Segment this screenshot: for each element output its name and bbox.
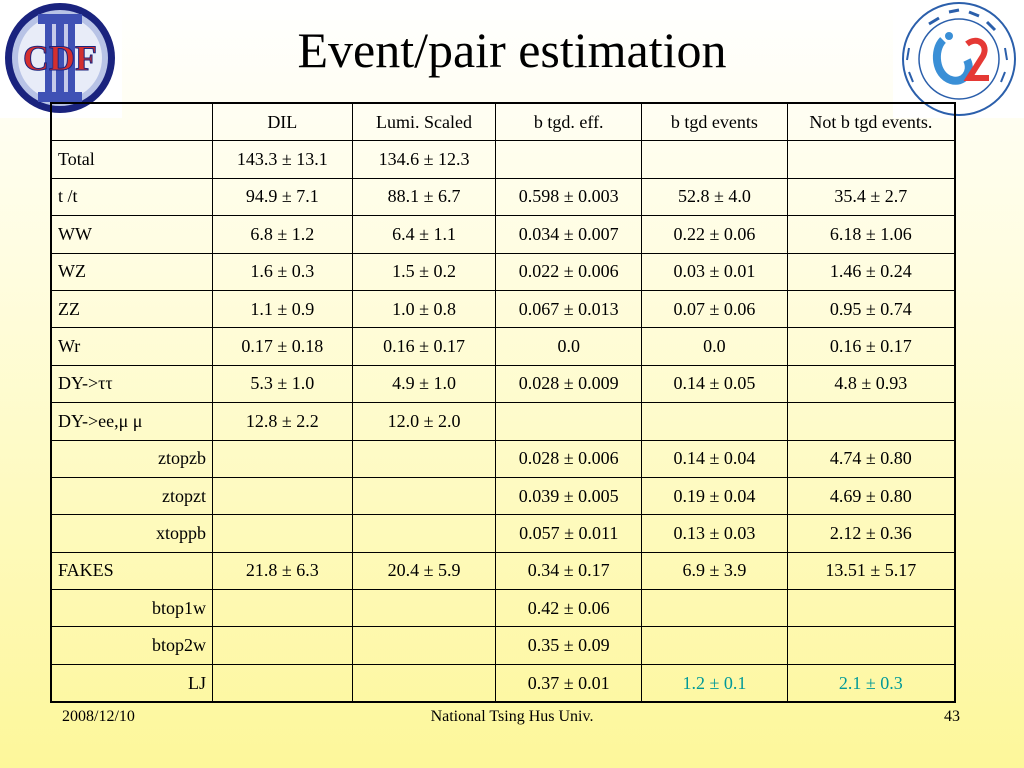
table-cell: 0.14 ± 0.04 <box>642 440 788 477</box>
table-cell <box>352 590 496 627</box>
table-cell: 0.37 ± 0.01 <box>496 664 642 702</box>
row-label: Total <box>51 141 212 178</box>
table-cell: 0.34 ± 0.17 <box>496 552 642 589</box>
event-estimation-table <box>50 102 956 703</box>
table-cell: 0.42 ± 0.06 <box>496 590 642 627</box>
table-row <box>51 590 955 627</box>
row-label: ztopzt <box>51 477 212 514</box>
table-cell <box>642 590 788 627</box>
table-row <box>51 552 955 589</box>
table-cell <box>496 403 642 440</box>
table-cell: 4.9 ± 1.0 <box>352 365 496 402</box>
table-cell <box>352 627 496 664</box>
column-header: b tgd. eff. <box>496 103 642 141</box>
table-cell <box>642 627 788 664</box>
table-cell: 143.3 ± 13.1 <box>212 141 352 178</box>
row-label: xtoppb <box>51 515 212 552</box>
table-cell <box>212 477 352 514</box>
table-cell: 13.51 ± 5.17 <box>787 552 955 589</box>
table-cell: 1.1 ± 0.9 <box>212 290 352 327</box>
table-cell <box>787 627 955 664</box>
table-cell: 6.8 ± 1.2 <box>212 216 352 253</box>
table-cell: 0.35 ± 0.09 <box>496 627 642 664</box>
row-label: DY->ee,μ μ <box>51 403 212 440</box>
table-cell <box>642 141 788 178</box>
table-cell: 35.4 ± 2.7 <box>787 178 955 215</box>
page-number: 43 <box>944 708 960 725</box>
table-cell <box>212 627 352 664</box>
column-header: b tgd events <box>642 103 788 141</box>
table-cell: 0.022 ± 0.006 <box>496 253 642 290</box>
table-cell: 4.74 ± 0.80 <box>787 440 955 477</box>
table-row <box>51 141 955 178</box>
table-row <box>51 403 955 440</box>
table-cell: 88.1 ± 6.7 <box>352 178 496 215</box>
table-cell: 2.12 ± 0.36 <box>787 515 955 552</box>
table-header-row <box>51 103 955 141</box>
table-cell: 134.6 ± 12.3 <box>352 141 496 178</box>
table-cell: 52.8 ± 4.0 <box>642 178 788 215</box>
row-label: ZZ <box>51 290 212 327</box>
table-cell: 0.0 <box>496 328 642 365</box>
table-cell: 6.4 ± 1.1 <box>352 216 496 253</box>
table-cell: 0.028 ± 0.009 <box>496 365 642 402</box>
table-cell: 0.039 ± 0.005 <box>496 477 642 514</box>
table-cell: 0.22 ± 0.06 <box>642 216 788 253</box>
table-cell: 1.46 ± 0.24 <box>787 253 955 290</box>
row-label: ztopzb <box>51 440 212 477</box>
table-cell: 0.057 ± 0.011 <box>496 515 642 552</box>
table-cell: 0.13 ± 0.03 <box>642 515 788 552</box>
table-cell <box>212 590 352 627</box>
table-cell: 2.1 ± 0.3 <box>787 664 955 702</box>
table-cell: 0.16 ± 0.17 <box>352 328 496 365</box>
table-cell <box>787 590 955 627</box>
table-cell <box>787 141 955 178</box>
row-label: btop1w <box>51 590 212 627</box>
table-cell: 0.0 <box>642 328 788 365</box>
table-cell <box>352 440 496 477</box>
table-cell: 12.0 ± 2.0 <box>352 403 496 440</box>
table-row <box>51 477 955 514</box>
table-row <box>51 216 955 253</box>
svg-text:CDF: CDF <box>23 38 97 78</box>
table-cell: 21.8 ± 6.3 <box>212 552 352 589</box>
table-cell <box>642 403 788 440</box>
table-cell: 0.03 ± 0.01 <box>642 253 788 290</box>
table-row <box>51 627 955 664</box>
page-title: Event/pair estimation <box>297 22 727 78</box>
column-header: Not b tgd events. <box>787 103 955 141</box>
table-cell <box>787 403 955 440</box>
footer-institution: National Tsing Hus Univ. <box>430 708 594 725</box>
footer-date: 2008/12/10 <box>62 708 135 725</box>
table-cell: 4.69 ± 0.80 <box>787 477 955 514</box>
table-cell: 12.8 ± 2.2 <box>212 403 352 440</box>
table-cell: 1.6 ± 0.3 <box>212 253 352 290</box>
table-cell <box>212 515 352 552</box>
row-label: WZ <box>51 253 212 290</box>
table-cell: 6.18 ± 1.06 <box>787 216 955 253</box>
table-cell <box>352 515 496 552</box>
table-cell: 0.14 ± 0.05 <box>642 365 788 402</box>
table-cell: 20.4 ± 5.9 <box>352 552 496 589</box>
table-row <box>51 664 955 702</box>
table-cell: 0.16 ± 0.17 <box>787 328 955 365</box>
row-label: LJ <box>51 664 212 702</box>
table-row <box>51 440 955 477</box>
table-cell: 0.598 ± 0.003 <box>496 178 642 215</box>
table-cell: 0.028 ± 0.006 <box>496 440 642 477</box>
row-label: Wr <box>51 328 212 365</box>
table-cell: 0.95 ± 0.74 <box>787 290 955 327</box>
table-row <box>51 178 955 215</box>
table-row <box>51 515 955 552</box>
table-row <box>51 290 955 327</box>
table-cell: 4.8 ± 0.93 <box>787 365 955 402</box>
table-row <box>51 365 955 402</box>
table-cell <box>212 664 352 702</box>
table-cell <box>496 141 642 178</box>
table-cell: 1.0 ± 0.8 <box>352 290 496 327</box>
row-label: btop2w <box>51 627 212 664</box>
row-label: DY->ττ <box>51 365 212 402</box>
row-label: FAKES <box>51 552 212 589</box>
table-cell: 1.2 ± 0.1 <box>642 664 788 702</box>
table-cell: 0.034 ± 0.007 <box>496 216 642 253</box>
row-label: t /t <box>51 178 212 215</box>
table-cell: 0.067 ± 0.013 <box>496 290 642 327</box>
table-cell: 0.07 ± 0.06 <box>642 290 788 327</box>
table-row <box>51 328 955 365</box>
column-header: Lumi. Scaled <box>352 103 496 141</box>
table-cell <box>212 440 352 477</box>
table-cell: 6.9 ± 3.9 <box>642 552 788 589</box>
table-cell: 94.9 ± 7.1 <box>212 178 352 215</box>
table-cell: 5.3 ± 1.0 <box>212 365 352 402</box>
table-row <box>51 253 955 290</box>
table-cell: 0.19 ± 0.04 <box>642 477 788 514</box>
table-cell: 1.5 ± 0.2 <box>352 253 496 290</box>
table-cell <box>352 664 496 702</box>
column-header <box>51 103 212 141</box>
table-cell: 0.17 ± 0.18 <box>212 328 352 365</box>
table-cell <box>352 477 496 514</box>
column-header: DIL <box>212 103 352 141</box>
row-label: WW <box>51 216 212 253</box>
